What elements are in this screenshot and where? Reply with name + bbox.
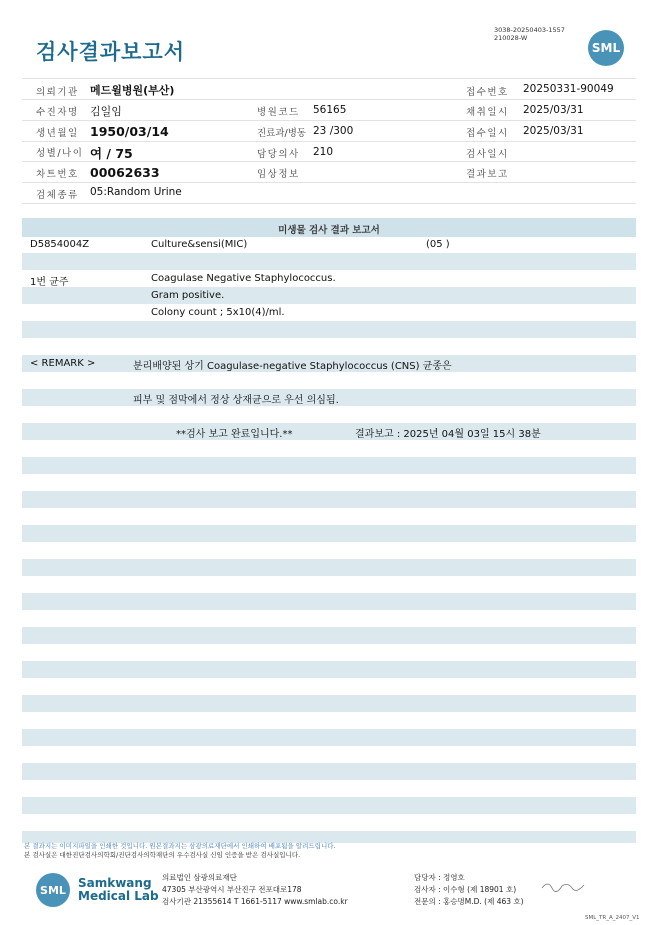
institution-value: 메드윌병원(부산) <box>90 84 175 97</box>
staff-specialist: 전문의 : 홍승명M.D. (제 463 호) <box>414 897 524 906</box>
divider <box>22 99 636 100</box>
divider <box>22 141 636 142</box>
stripe <box>22 559 636 576</box>
birth-value: 1950/03/14 <box>90 124 169 139</box>
complete-text: **검사 보고 완료입니다.** <box>176 429 293 440</box>
receipt-no-value: 20250331-90049 <box>523 83 614 95</box>
institution-label: 의뢰기관 <box>36 87 79 98</box>
document-id-line1: 3038-20250403-1557 <box>494 26 565 34</box>
stripe <box>22 525 636 542</box>
dept-label: 진료과/병동 <box>257 128 307 139</box>
section-title: 미생물 검사 결과 보고서 <box>278 225 380 236</box>
stripe <box>22 797 636 814</box>
collect-date-label: 채취일시 <box>466 107 509 118</box>
remark-label: < REMARK > <box>30 358 96 369</box>
report-label: 결과보고 <box>466 169 509 180</box>
specimen-label: 검체종류 <box>36 190 79 201</box>
receipt-date-value: 2025/03/31 <box>523 125 584 137</box>
brand-name <box>78 877 159 903</box>
stripe <box>22 457 636 474</box>
stripe <box>22 627 636 644</box>
org-address: 47305 부산광역시 부산진구 전포대로178 <box>162 885 302 894</box>
footer-logo-text: SML <box>40 884 66 897</box>
doctor-value: 210 <box>313 146 334 158</box>
remark-line1: 분리배양된 상기 Coagulase-negative Staphylococcus (CNS) 균종은 <box>133 361 452 372</box>
sml-logo-icon <box>36 873 70 907</box>
colony-count: Colony count ; 5x10(4)/ml. <box>151 307 285 318</box>
page-title: 검사결과보고서 <box>36 40 186 64</box>
sex-age-value: 여 / 75 <box>90 146 133 161</box>
document-id <box>494 26 565 42</box>
patient-value: 김일임 <box>90 105 122 118</box>
test-date-label: 검사일시 <box>466 149 509 160</box>
staff-tester: 검사자 : 이수형 (제 18901 호) <box>414 885 517 894</box>
collect-date-value: 2025/03/31 <box>523 104 584 116</box>
remark-line2: 피부 및 점막에서 정상 상재균으로 우선 의심됨. <box>133 395 339 406</box>
stripe <box>22 661 636 678</box>
divider <box>22 120 636 121</box>
stripe <box>22 321 636 338</box>
test-result: (05 ) <box>426 239 450 250</box>
brand-line1: Samkwang <box>78 876 152 890</box>
chart-label: 차트번호 <box>36 169 79 180</box>
notice-image: 본 결과지는 이미지파일을 인쇄한 것입니다. 원본결과지는 삼광의료재단에서 인쇄하여 배포됨을 알려드립니다. <box>24 842 336 850</box>
gram-stain: Gram positive. <box>151 290 225 301</box>
patient-label: 수진자명 <box>36 107 79 118</box>
stripe <box>22 423 636 440</box>
sex-age-label: 성별/나이 <box>36 148 84 159</box>
stripe <box>22 695 636 712</box>
document-id-line2: 210028-W <box>494 34 528 42</box>
staff-manager: 담당자 : 정영호 <box>414 873 465 882</box>
logo-text: SML <box>591 41 621 55</box>
form-code: SML_TR_A_2407_V1 <box>585 915 640 921</box>
doctor-label: 담당의사 <box>257 149 300 160</box>
stripe <box>22 287 636 304</box>
hospital-code-label: 병원코드 <box>257 107 300 118</box>
stripe <box>22 729 636 746</box>
notice-certification: 본 검사실은 대한진단검사의학회/진단검사의학재단의 우수검사실 신임 인증을 받은 검사실입니다. <box>24 851 301 859</box>
organism-label: 1번 균주 <box>30 277 69 288</box>
report-time: 결과보고 : 2025년 04월 03일 15시 38분 <box>355 429 541 440</box>
birth-label: 생년월일 <box>36 128 79 139</box>
chart-value: 00062633 <box>90 165 160 180</box>
clinical-label: 임상정보 <box>257 169 300 180</box>
test-name: Culture&sensi(MIC) <box>151 239 248 250</box>
receipt-no-label: 접수번호 <box>466 87 509 98</box>
divider <box>22 203 636 204</box>
stripe <box>22 491 636 508</box>
organism-name: Coagulase Negative Staphylococcus. <box>151 273 336 284</box>
signature-icon <box>540 878 590 894</box>
section-header <box>22 218 636 237</box>
brand-line2: Medical Lab <box>78 889 159 903</box>
stripe <box>22 763 636 780</box>
divider <box>22 182 636 183</box>
stripe <box>22 593 636 610</box>
org-name: 의료법인 삼광의료재단 <box>162 873 237 882</box>
hospital-code-value: 56165 <box>313 104 347 116</box>
org-contact: 검사기관 21355614 T 1661-5117 www.smlab.co.kr <box>162 897 348 906</box>
test-code: D5854004Z <box>30 239 90 250</box>
dept-value: 23 /300 <box>313 125 354 137</box>
divider <box>22 78 636 79</box>
sml-logo-icon <box>588 30 624 66</box>
specimen-value: 05:Random Urine <box>90 186 182 198</box>
stripe <box>22 253 636 270</box>
receipt-date-label: 접수일시 <box>466 128 509 139</box>
